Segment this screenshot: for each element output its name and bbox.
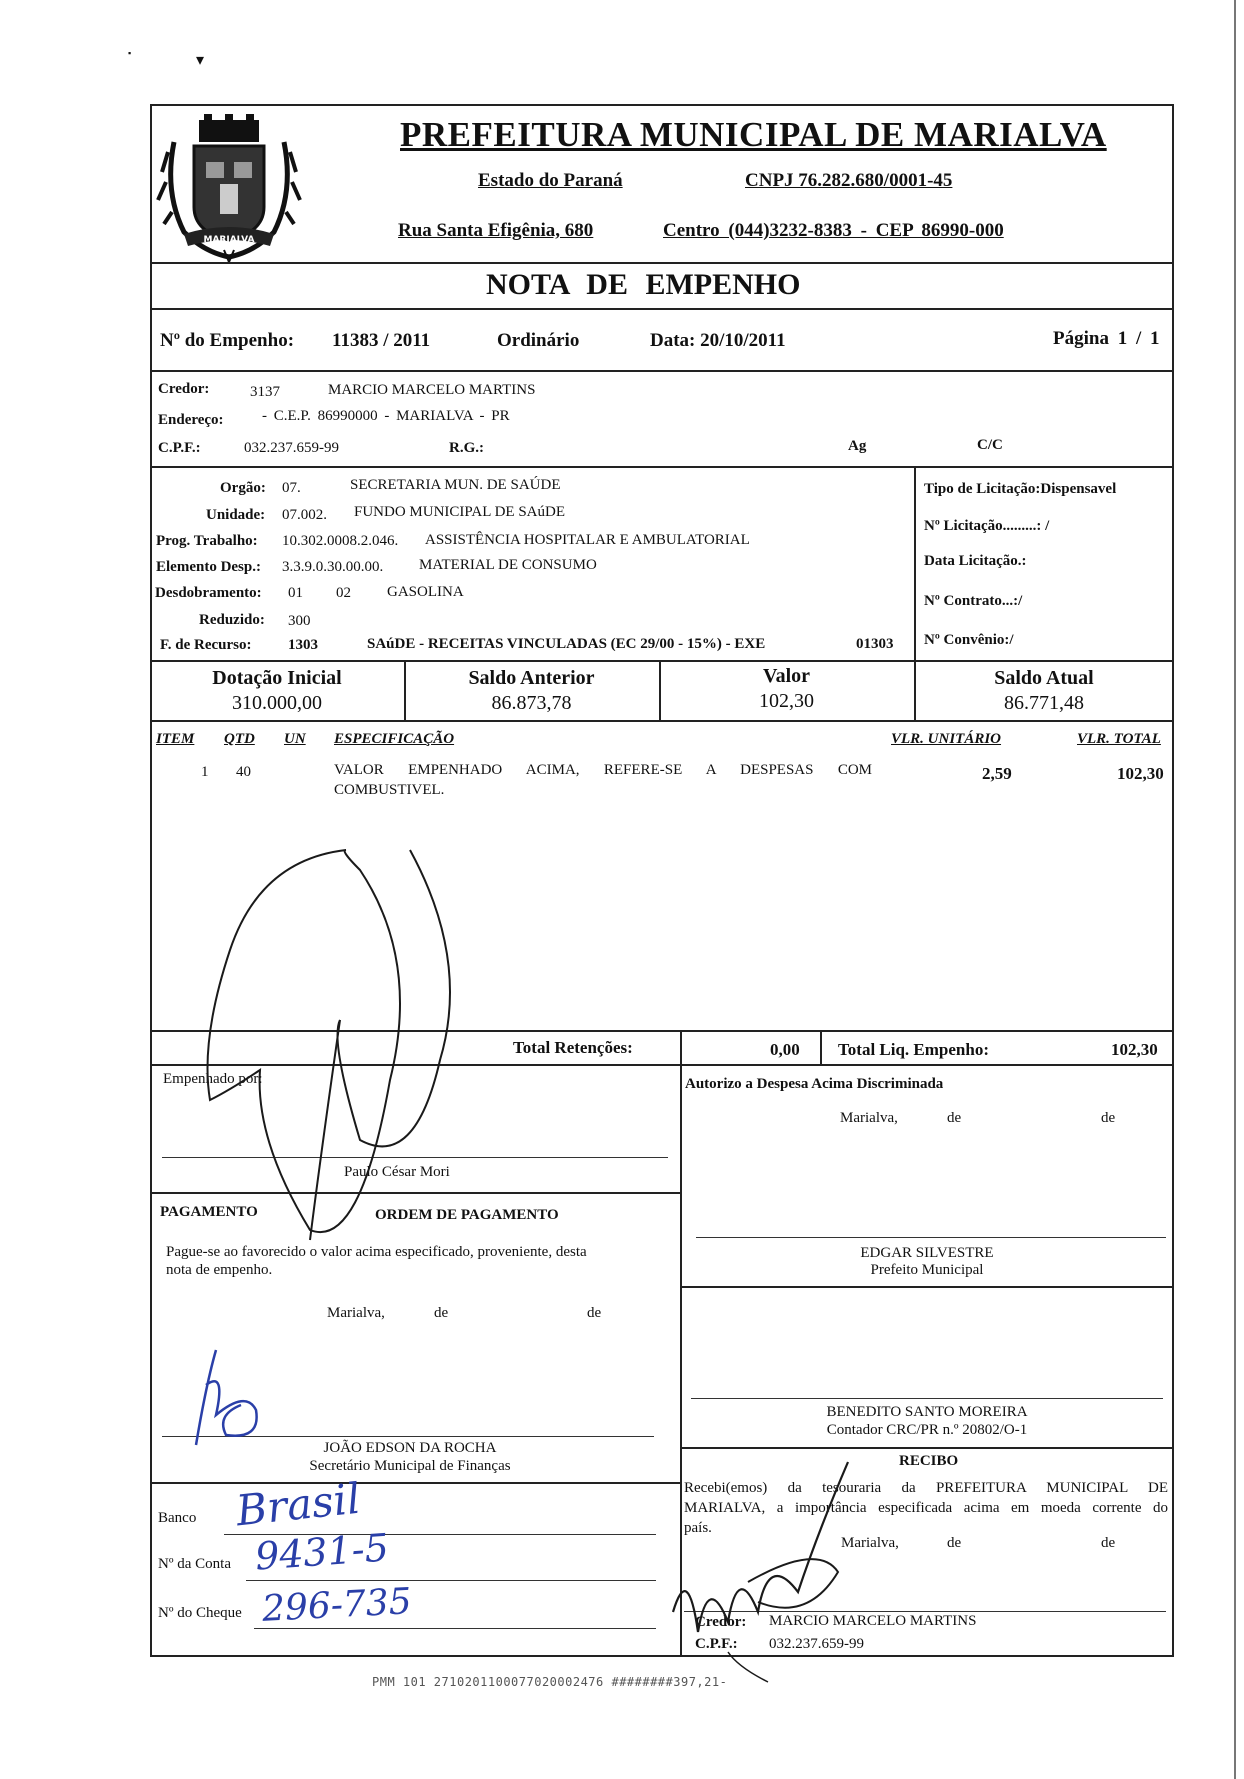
licitacao-contrato: Nº Contrato...:/ — [924, 593, 1023, 609]
recibo-title: RECIBO — [899, 1453, 959, 1469]
unidade-name: FUNDO MUNICIPAL DE SAúDE — [354, 504, 565, 520]
orgao-code: 07. — [282, 480, 301, 496]
reduzido-value: 300 — [288, 613, 311, 629]
signature-recibo — [668, 1452, 868, 1692]
scan-mark: ▾ — [196, 52, 205, 69]
item-number: 1 — [201, 764, 209, 780]
signature-pagamento — [186, 1345, 276, 1455]
pagamento-text-line2: nota de empenho. — [166, 1262, 273, 1278]
cheque-label: Nº do Cheque — [158, 1605, 242, 1621]
saldo-atual-value: 86.771,48 — [1004, 692, 1084, 714]
scan-mark: ▪ — [128, 48, 132, 58]
elemento-code: 3.3.9.0.30.00.00. — [282, 559, 384, 575]
item-vlr-total: 102,30 — [1117, 764, 1164, 783]
ag-label: Ag — [848, 438, 867, 454]
autorizo-role: Prefeito Municipal — [870, 1262, 984, 1278]
pagamento-de2: de — [587, 1305, 602, 1321]
pagamento-role: Secretário Municipal de Finanças — [309, 1458, 511, 1474]
cheque-handwritten: 296-735 — [261, 1581, 413, 1630]
autorizo-signer: EDGAR SILVESTRE — [860, 1245, 994, 1261]
saldo-anterior-label: Saldo Anterior — [468, 667, 595, 689]
recurso-num: 01303 — [856, 636, 894, 652]
col-un: UN — [284, 731, 306, 747]
orgao-name: SECRETARIA MUN. DE SAÚDE — [350, 477, 561, 493]
autorizo-city: Marialva, — [840, 1110, 898, 1126]
page-title: PREFEITURA MUNICIPAL DE MARIALVA — [400, 115, 1107, 154]
item-vlr-unit: 2,59 — [982, 764, 1012, 783]
recibo-credor: MARCIO MARCELO MARTINS — [769, 1613, 977, 1629]
coat-of-arms-icon — [154, 112, 304, 264]
item-espec-line2: COMBUSTIVEL. — [334, 782, 445, 798]
empenho-date: Data: 20/10/2011 — [650, 330, 786, 351]
contador-role: Contador CRC/PR n.º 20802/O-1 — [826, 1422, 1028, 1438]
credor-address: - C.E.P. 86990000 - MARIALVA - PR — [262, 408, 510, 424]
recibo-cpf: 032.237.659-99 — [769, 1636, 864, 1652]
elemento-name: MATERIAL DE CONSUMO — [419, 557, 597, 573]
footer-code: PMM 101 2710201100077020002476 ########397,21- — [372, 1675, 728, 1689]
valor-value: 102,30 — [759, 690, 814, 712]
cpf-label: C.P.F.: — [158, 440, 201, 456]
dotacao-label: Dotação Inicial — [212, 667, 342, 689]
liq-empenho-value: 102,30 — [1111, 1040, 1158, 1059]
pagamento-city: Marialva, — [327, 1305, 385, 1321]
recibo-de1: de — [947, 1535, 962, 1551]
autorizo-de1: de — [947, 1110, 962, 1126]
recibo-text-line3: país. — [684, 1520, 712, 1536]
recurso-label: F. de Recurso: — [160, 637, 252, 653]
pagamento-text-line1: Pague-se ao favorecido o valor acima especificado, proveniente, desta — [166, 1244, 587, 1260]
retencoes-label: Total Retenções: — [513, 1038, 633, 1057]
col-vlr-total: VLR. TOTAL — [1077, 731, 1161, 747]
desdob-code2: 02 — [336, 585, 351, 601]
col-espec: ESPECIFICAÇÃO — [334, 731, 455, 747]
credor-cpf: 032.237.659-99 — [244, 440, 339, 456]
pagamento-de1: de — [434, 1305, 449, 1321]
orgao-label: Orgão: — [220, 480, 266, 496]
valor-label: Valor — [762, 665, 811, 687]
signature-empenhado — [200, 840, 480, 1260]
empenho-number: 11383 / 2011 — [332, 330, 431, 351]
elemento-label: Elemento Desp.: — [156, 559, 261, 575]
prog-code: 10.302.0008.2.046. — [282, 533, 399, 549]
doc-title: NOTA DE EMPENHO — [486, 268, 801, 301]
desdob-name: GASOLINA — [387, 584, 464, 600]
licitacao-numero: Nº Licitação.........: / — [924, 518, 1050, 534]
endereco-label: Endereço: — [158, 412, 224, 428]
licitacao-data: Data Licitação.: — [924, 553, 1027, 569]
col-qtd: QTD — [224, 731, 255, 747]
recibo-city: Marialva, — [841, 1535, 899, 1551]
pagamento-signer: JOÃO EDSON DA ROCHA — [323, 1440, 497, 1456]
banco-label: Banco — [158, 1510, 197, 1526]
banco-handwritten: Brasil — [233, 1473, 363, 1536]
unidade-code: 07.002. — [282, 507, 327, 523]
item-qtd: 40 — [236, 764, 251, 780]
address-label: Rua Santa Efigênia, 680 — [398, 220, 594, 241]
contador-signer: BENEDITO SANTO MOREIRA — [826, 1404, 1028, 1420]
saldo-atual-label: Saldo Atual — [994, 667, 1094, 689]
recurso-code: 1303 — [288, 637, 318, 653]
recibo-text-line2: MARIALVA, a importância especificada acima em moeda corrente do — [684, 1500, 1168, 1516]
autorizo-label: Autorizo a Despesa Acima Discriminada — [685, 1076, 944, 1092]
licitacao-tipo: Tipo de Licitação:Dispensavel — [924, 481, 1117, 497]
col-item: ITEM — [156, 731, 195, 747]
credor-label: Credor: — [158, 381, 210, 397]
state-label: Estado do Paraná — [478, 170, 623, 191]
item-espec-line1: VALOR EMPENHADO ACIMA, REFERE-SE A DESPESAS COM — [334, 762, 872, 778]
desdob-label: Desdobramento: — [155, 585, 262, 601]
recibo-credor-label: Credor: — [695, 1614, 747, 1630]
cnpj-label: CNPJ 76.282.680/0001-45 — [745, 170, 953, 191]
unidade-label: Unidade: — [206, 507, 266, 523]
credor-name: MARCIO MARCELO MARTINS — [328, 382, 536, 398]
recibo-cpf-label: C.P.F.: — [695, 1636, 738, 1652]
recurso-name: SAúDE - RECEITAS VINCULADAS (EC 29/00 - 15%) - EXE — [367, 636, 766, 652]
page-edge — [1234, 0, 1236, 1779]
empenho-number-label: Nº do Empenho: — [160, 330, 295, 351]
desdob-code1: 01 — [288, 585, 303, 601]
empenhado-signer: Paulo César Mori — [344, 1164, 450, 1180]
empenho-type: Ordinário — [497, 330, 580, 351]
recibo-text-line1: Recebi(emos) da tesouraria da PREFEITURA MUNICIPAL DE — [684, 1480, 1168, 1496]
col-vlr-unit: VLR. UNITÁRIO — [891, 731, 1002, 747]
autorizo-de2: de — [1101, 1110, 1116, 1126]
cc-label: C/C — [977, 437, 1003, 453]
retencoes-value: 0,00 — [770, 1040, 800, 1059]
conta-handwritten: 9431-5 — [253, 1525, 391, 1579]
licitacao-convenio: Nº Convênio:/ — [924, 632, 1014, 648]
prog-name: ASSISTÊNCIA HOSPITALAR E AMBULATORIAL — [425, 532, 750, 548]
empenhado-label: Empenhado por: — [163, 1071, 263, 1087]
saldo-anterior-value: 86.873,78 — [491, 692, 572, 714]
recibo-de2: de — [1101, 1535, 1116, 1551]
liq-empenho-label: Total Liq. Empenho: — [838, 1040, 989, 1059]
contact-label: Centro (044)3232-8383 - CEP 86990-000 — [663, 220, 1004, 241]
reduzido-label: Reduzido: — [199, 612, 265, 628]
dotacao-value: 310.000,00 — [232, 692, 322, 714]
prog-label: Prog. Trabalho: — [156, 533, 258, 549]
ordem-pagamento-title: ORDEM DE PAGAMENTO — [375, 1207, 559, 1223]
svg-text:MARIALVA: MARIALVA — [203, 235, 255, 245]
credor-code: 3137 — [250, 384, 280, 400]
rg-label: R.G.: — [449, 440, 484, 456]
conta-label: Nº da Conta — [158, 1556, 231, 1572]
pagamento-label: PAGAMENTO — [160, 1204, 258, 1220]
page-number: Página 1 / 1 — [1053, 328, 1160, 349]
